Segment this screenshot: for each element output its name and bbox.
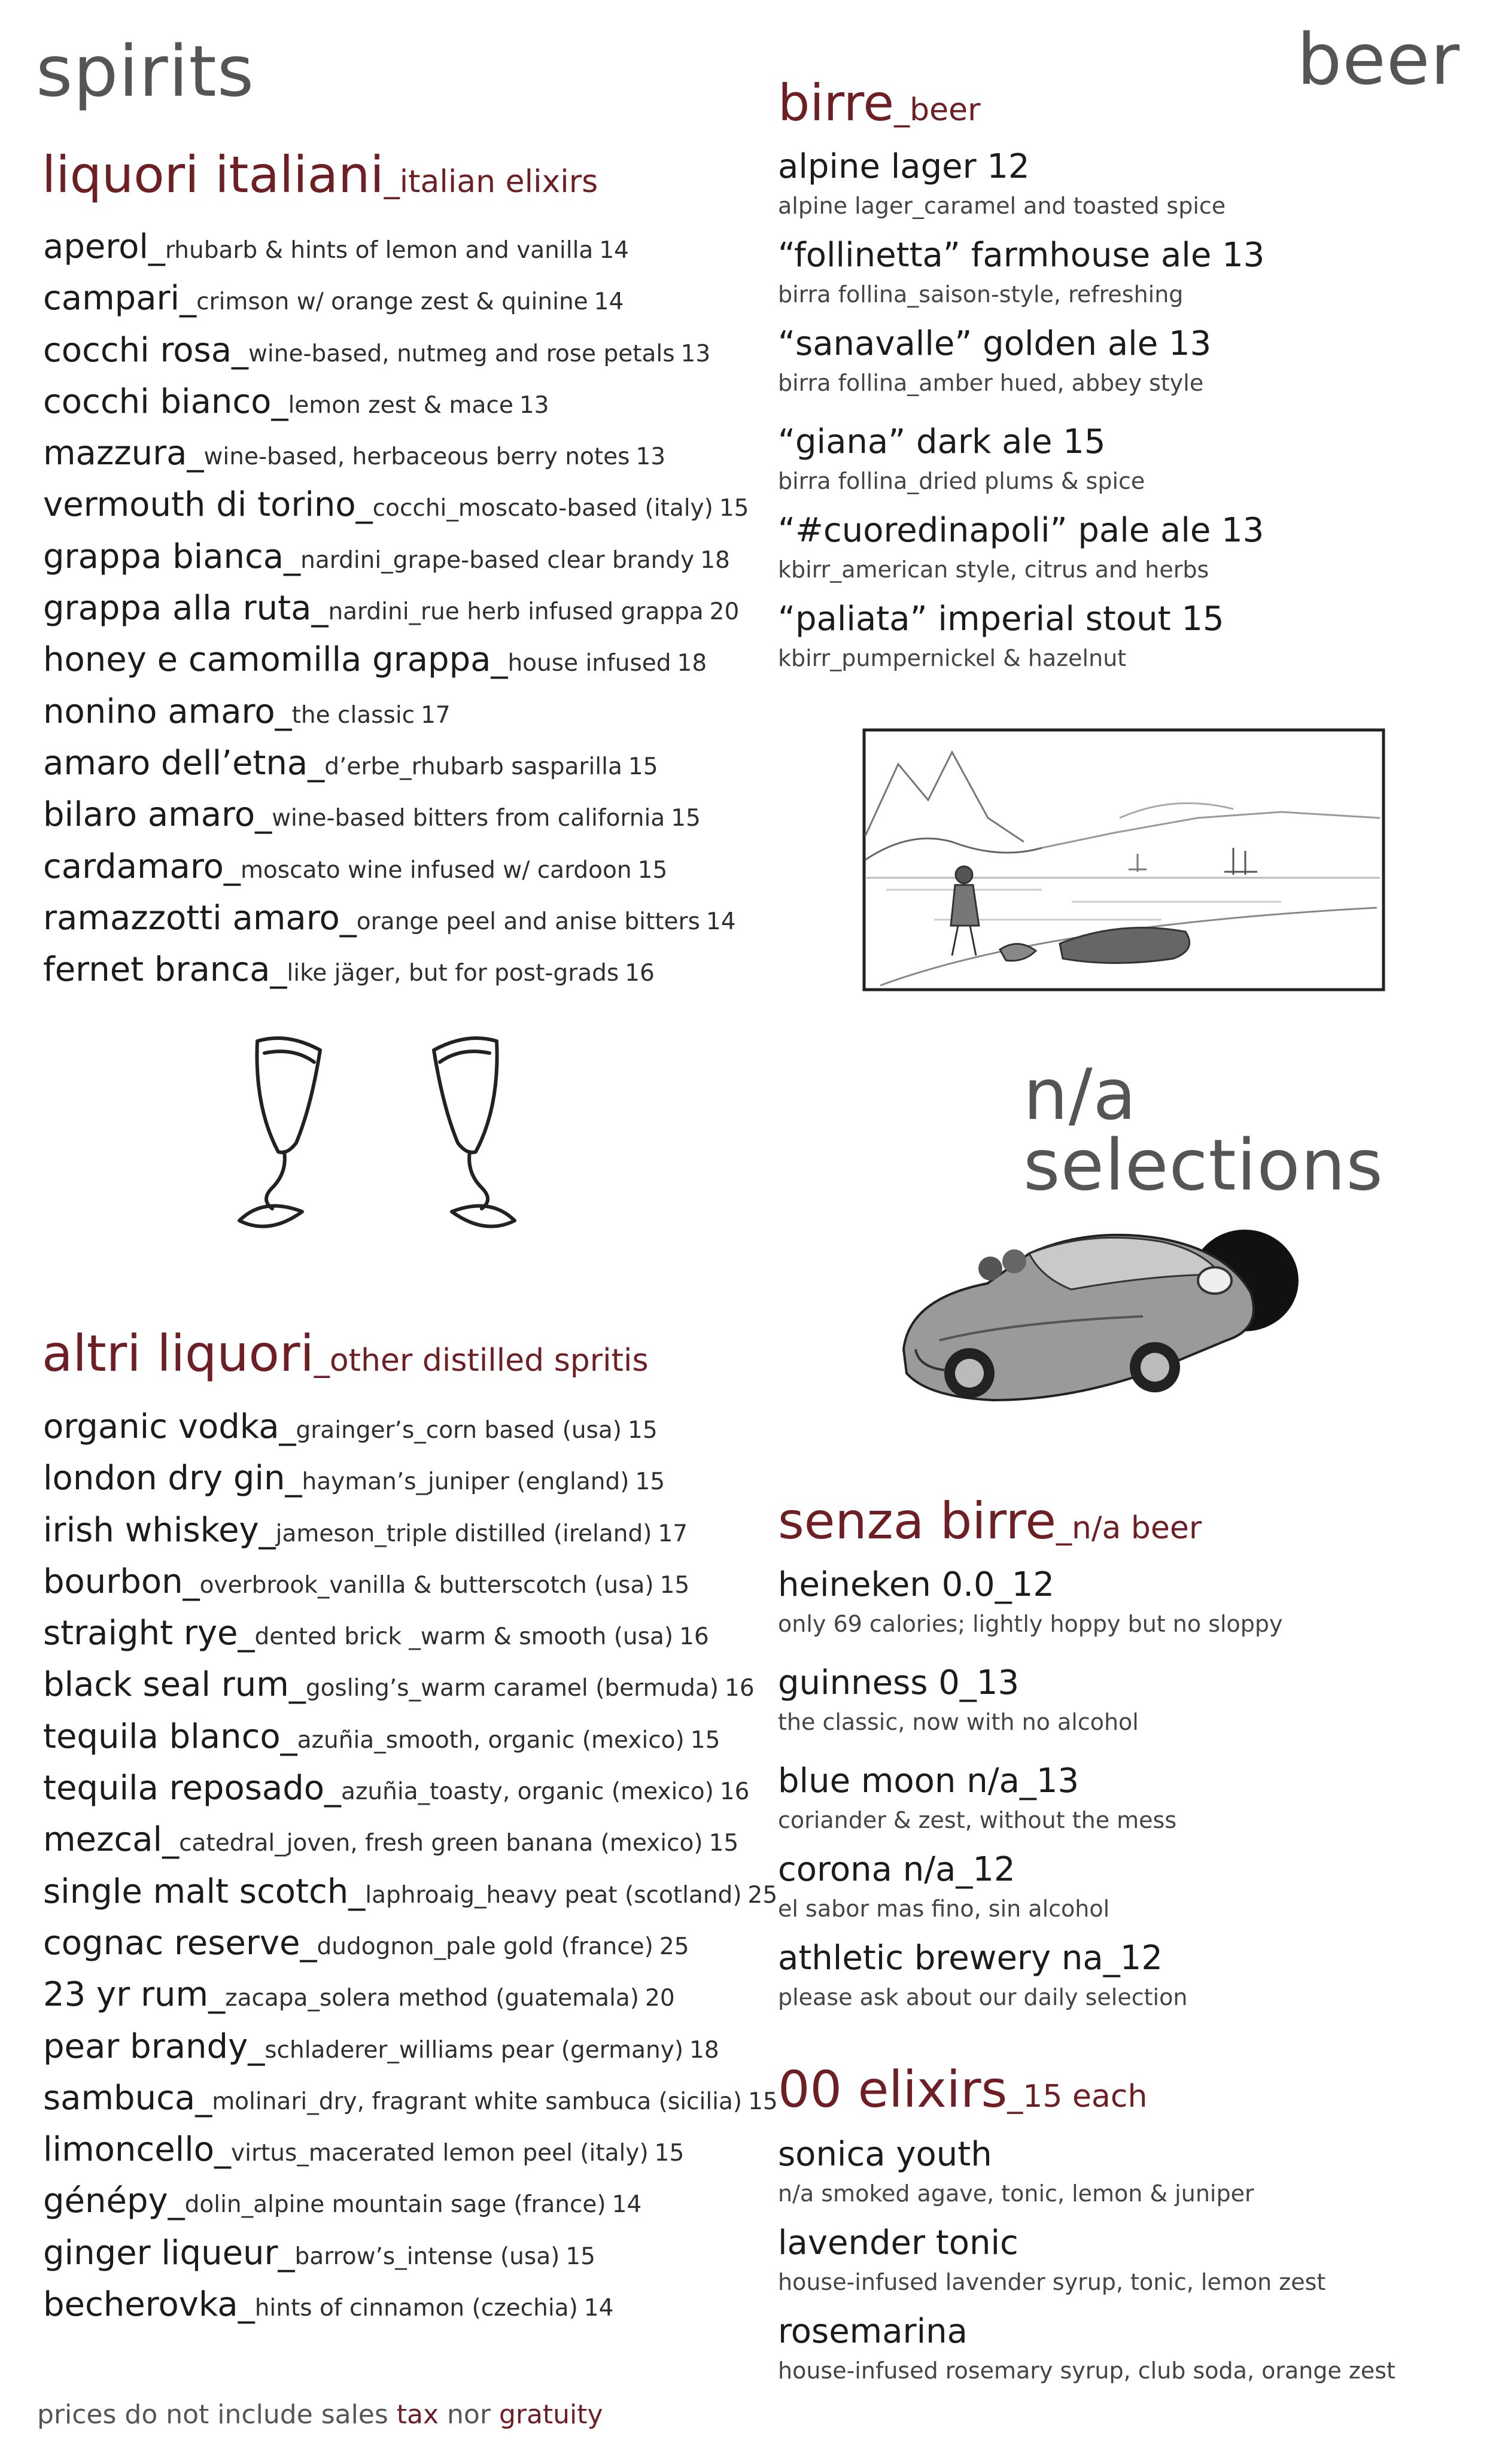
na-beer-item [778,1851,1109,1922]
item-desc: moscato wine infused w/ cardoon [240,856,632,884]
item-price: 14 [612,2191,642,2219]
item-name: pear brandy_ [43,2027,265,2066]
list-item [43,221,749,273]
beer-item [778,326,1211,397]
item-name: irish whiskey_ [43,1510,276,1550]
list-item [43,1505,778,1556]
list-item [43,273,749,324]
section-title-main: liquori italiani [42,145,384,204]
item-price: 20 [709,598,740,626]
elixir-item [778,2136,1254,2207]
list-item [43,376,749,428]
footer-tax: tax [396,2399,439,2430]
elixir-desc: n/a smoked agave, tonic, lemon & juniper [778,2180,1254,2207]
item-desc: molinari_dry, fragrant white sambuca (sicilia) [212,2088,743,2115]
list-item [43,1711,778,1763]
item-price: 25 [747,1881,778,1909]
item-desc: nardini_grape-based clear brandy [300,546,695,574]
item-price: 13 [636,443,666,471]
list-item [43,2228,778,2279]
item-price: 13 [680,340,711,367]
item-desc: d’erbe_rhubarb sasparilla [324,753,622,780]
na-beer-desc: el sabor mas fino, sin alcohol [778,1895,1110,1922]
wine-glass-left-icon [239,1038,320,1227]
elixir-desc: house-infused lavender syrup, tonic, lemon zest [778,2268,1326,2295]
item-price: 15 [654,2140,685,2167]
beer-desc: alpine lager_caramel and toasted spice [778,192,1226,219]
item-name: mazzura_ [43,434,204,473]
item-desc: schladerer_williams pear (germany) [264,2036,684,2064]
na-beer-desc: coriander & zest, without the mess [778,1806,1177,1833]
item-name: organic vodka_ [43,1407,296,1446]
item-price: 15 [637,856,668,884]
beer-desc: birra follina_amber hued, abbey style [778,369,1204,396]
item-desc: nardini_rue herb infused grappa [328,598,704,626]
item-price: 17 [658,1520,688,1547]
item-name: cardamaro_ [43,847,241,886]
na-beer-item [778,1763,1176,1834]
item-name: aperol_ [43,227,165,266]
item-desc: orange peel and anise bitters [356,908,700,935]
beer-desc: birra follina_saison-style, refreshing [778,281,1184,308]
item-price: 25 [659,1933,689,1960]
item-desc: like jäger, but for post-grads [287,960,619,987]
item-name: cocchi rosa_ [43,330,249,370]
item-price: 18 [689,2036,719,2064]
list-item [43,428,749,479]
beer-name: “paliata” imperial stout 15 [778,600,1224,638]
item-name: becherovka_ [43,2285,255,2325]
item-name: ginger liqueur_ [43,2233,295,2273]
list-item [43,1763,778,1814]
altri-liquori-title [42,1324,649,1383]
item-desc: overbrook_vanilla & butterscotch (usa) [199,1571,654,1599]
item-desc: house infused [507,650,671,677]
item-desc: dolin_alpine mountain sage (france) [184,2191,606,2219]
birre-title [778,74,981,132]
item-desc: wine-based bitters from california [272,805,665,832]
section-title-main: altri liquori [42,1324,314,1383]
wine-glass-right-icon [434,1038,515,1227]
item-price: 18 [700,546,730,574]
item-name: génépy_ [43,2182,185,2221]
item-name: amaro dell’etna_ [43,743,325,783]
item-desc: rhubarb & hints of lemon and vanilla [165,237,594,264]
list-item [43,789,749,841]
section-title-sub: _15 each [1007,2079,1148,2115]
list-item [43,1608,778,1659]
list-item [43,1969,778,2021]
list-item [43,1866,778,1918]
item-price: 17 [421,701,451,729]
na-beer-desc: please ask about our daily selection [778,1984,1188,2010]
item-price: 15 [719,495,749,522]
na-beer-name: corona n/a_12 [778,1850,1015,1889]
item-desc: azuñia_smooth, organic (mexico) [297,1726,685,1754]
beer-name: “follinetta” farmhouse ale 13 [778,236,1265,275]
section-title-main: senza birre [778,1492,1057,1550]
elixir-item [778,2225,1325,2296]
na-beer-desc: only 69 calories; lightly hoppy but no sloppy [778,1610,1283,1637]
na-selections-heading: n/a selections [1023,1053,1384,1206]
beer-item [778,512,1264,583]
list-item [43,1401,778,1453]
item-price: 15 [671,805,701,832]
item-name: tequila blanco_ [43,1717,297,1756]
item-price: 15 [565,2243,595,2270]
section-title-sub: _beer [894,92,981,128]
na-beer-item [778,1940,1187,2011]
beer-name: “sanavalle” golden ale 13 [778,324,1212,363]
item-name: black seal rum_ [43,1665,306,1705]
elixir-desc: house-infused rosemary syrup, club soda, orange zest [778,2357,1395,2384]
item-desc: wine-based, herbaceous berry notes [203,443,630,471]
footer-note [37,2399,603,2430]
section-title-main: birre [778,74,895,132]
item-price: 15 [635,1468,665,1496]
item-price: 15 [628,753,658,780]
na-beer-item [778,1665,1139,1736]
item-name: single malt scotch_ [43,1872,366,1911]
item-name: bilaro amaro_ [43,795,272,835]
item-price: 18 [677,650,707,677]
item-name: grappa bianca_ [43,537,301,576]
item-price: 16 [719,1778,750,1806]
item-name: mezcal_ [43,1820,180,1860]
list-item [43,583,749,634]
list-item [43,2073,778,2124]
item-name: bourbon_ [43,1562,200,1601]
list-item [43,1814,778,1866]
elixir-name: sonica youth [778,2135,992,2174]
altri-liquori-list [43,1401,778,2331]
list-item [43,634,749,686]
item-desc: cocchi_moscato-based (italy) [372,495,713,522]
toasting-glasses-illustration [197,1029,557,1245]
item-name: tequila reposado_ [43,1769,342,1808]
item-desc: wine-based, nutmeg and rose petals [248,340,675,367]
list-item [43,841,749,893]
list-item [43,325,749,376]
harbor-sketch-illustration [862,728,1385,991]
list-item [43,2176,778,2227]
item-desc: barrow’s_intense (usa) [294,2243,560,2270]
senza-birre-title [778,1492,1202,1550]
beer-name: alpine lager 12 [778,147,1030,186]
item-price: 16 [725,1675,755,1702]
item-desc: lemon zest & mace [288,391,513,419]
section-title-sub: _n/a beer [1056,1510,1202,1546]
item-price: 13 [519,391,549,419]
elixir-name: lavender tonic [778,2223,1018,2262]
item-desc: hayman’s_juniper (england) [302,1468,630,1496]
liquori-italiani-list [43,221,749,996]
item-desc: dudognon_pale gold (france) [317,1933,653,1960]
beer-desc: birra follina_dried plums & spice [778,467,1145,494]
elixirs-title [778,2060,1148,2119]
list-item [43,479,749,531]
footer-gratuity: gratuity [498,2399,603,2430]
item-name: straight rye_ [43,1614,255,1653]
beer-name: “#cuoredinapoli” pale ale 13 [778,511,1264,550]
item-price: 14 [706,908,736,935]
na-beer-name: guinness 0_13 [778,1663,1020,1702]
section-title-sub: _other distilled spritis [314,1343,649,1379]
list-item [43,1659,778,1711]
section-title-main: 00 elixirs [778,2060,1008,2119]
list-item [43,2124,778,2176]
list-item [43,1918,778,1969]
section-title-sub: _italian elixirs [384,164,598,200]
item-name: nonino amaro_ [43,692,292,731]
item-price: 16 [679,1623,709,1651]
list-item [43,2279,778,2331]
beer-name: “giana” dark ale 15 [778,422,1106,461]
item-name: 23 yr rum_ [43,1975,226,2015]
item-price: 15 [628,1417,658,1444]
item-price: 15 [690,1726,720,1754]
item-name: sambuca_ [43,2078,212,2118]
footer-text: nor [439,2399,499,2430]
beer-item [778,148,1226,220]
item-price: 14 [594,288,624,316]
item-desc: crimson w/ orange zest & quinine [196,288,588,316]
item-desc: zacapa_solera method (guatemala) [225,1985,640,2012]
spirits-heading: spirits [36,30,255,112]
item-desc: catedral_joven, fresh green banana (mexico) [179,1830,703,1857]
item-name: cognac reserve_ [43,1923,317,1963]
elixir-item [778,2313,1395,2384]
item-price: 15 [709,1830,739,1857]
list-item [43,531,749,583]
item-desc: azuñia_toasty, organic (mexico) [341,1778,714,1806]
item-name: campari_ [43,279,197,318]
beer-desc: kbirr_american style, citrus and herbs [778,556,1209,583]
list-item [43,1556,778,1608]
elixir-name: rosemarina [778,2312,968,2351]
beer-item [778,424,1145,495]
na-beer-name: athletic brewery na_12 [778,1939,1163,1978]
item-name: fernet branca_ [43,950,287,990]
na-beer-name: heineken 0.0_12 [778,1565,1054,1604]
list-item [43,738,749,789]
item-desc: grainger’s_corn based (usa) [296,1417,622,1444]
item-desc: virtus_macerated lemon peel (italy) [231,2140,649,2167]
liquori-italiani-title [42,145,598,204]
list-item [43,944,749,996]
na-beer-name: blue moon n/a_13 [778,1762,1080,1800]
item-desc: dented brick _warm & smooth (usa) [254,1623,674,1651]
item-desc: the classic [291,701,415,729]
item-price: 15 [748,2088,778,2115]
item-price: 15 [659,1571,690,1599]
beer-heading: beer [1297,18,1460,101]
item-desc: hints of cinnamon (czechia) [254,2295,578,2322]
item-name: limoncello_ [43,2130,232,2170]
na-beer-desc: the classic, now with no alcohol [778,1708,1139,1735]
footer-text: prices do not include sales [37,2399,397,2430]
item-price: 14 [583,2295,614,2322]
beer-item [778,237,1264,308]
item-name: grappa alla ruta_ [43,589,329,628]
beer-item [778,601,1224,672]
list-item [43,686,749,738]
item-name: vermouth di torino_ [43,485,373,525]
beer-desc: kbirr_pumpernickel & hazelnut [778,644,1127,671]
item-desc: jameson_triple distilled (ireland) [275,1520,652,1547]
vintage-car-illustration [892,1221,1310,1412]
item-name: honey e camomilla grappa_ [43,640,508,680]
item-name: cocchi bianco_ [43,382,288,421]
item-price: 16 [625,960,655,987]
item-price: 20 [645,1985,675,2012]
item-name: ramazzotti amaro_ [43,898,357,938]
list-item [43,1453,778,1504]
list-item [43,893,749,944]
list-item [43,2021,778,2073]
item-desc: laphroaig_heavy peat (scotland) [365,1881,742,1909]
item-name: london dry gin_ [43,1459,302,1498]
na-beer-item [778,1566,1283,1638]
item-price: 14 [599,237,629,264]
item-desc: gosling’s_warm caramel (bermuda) [305,1675,719,1702]
